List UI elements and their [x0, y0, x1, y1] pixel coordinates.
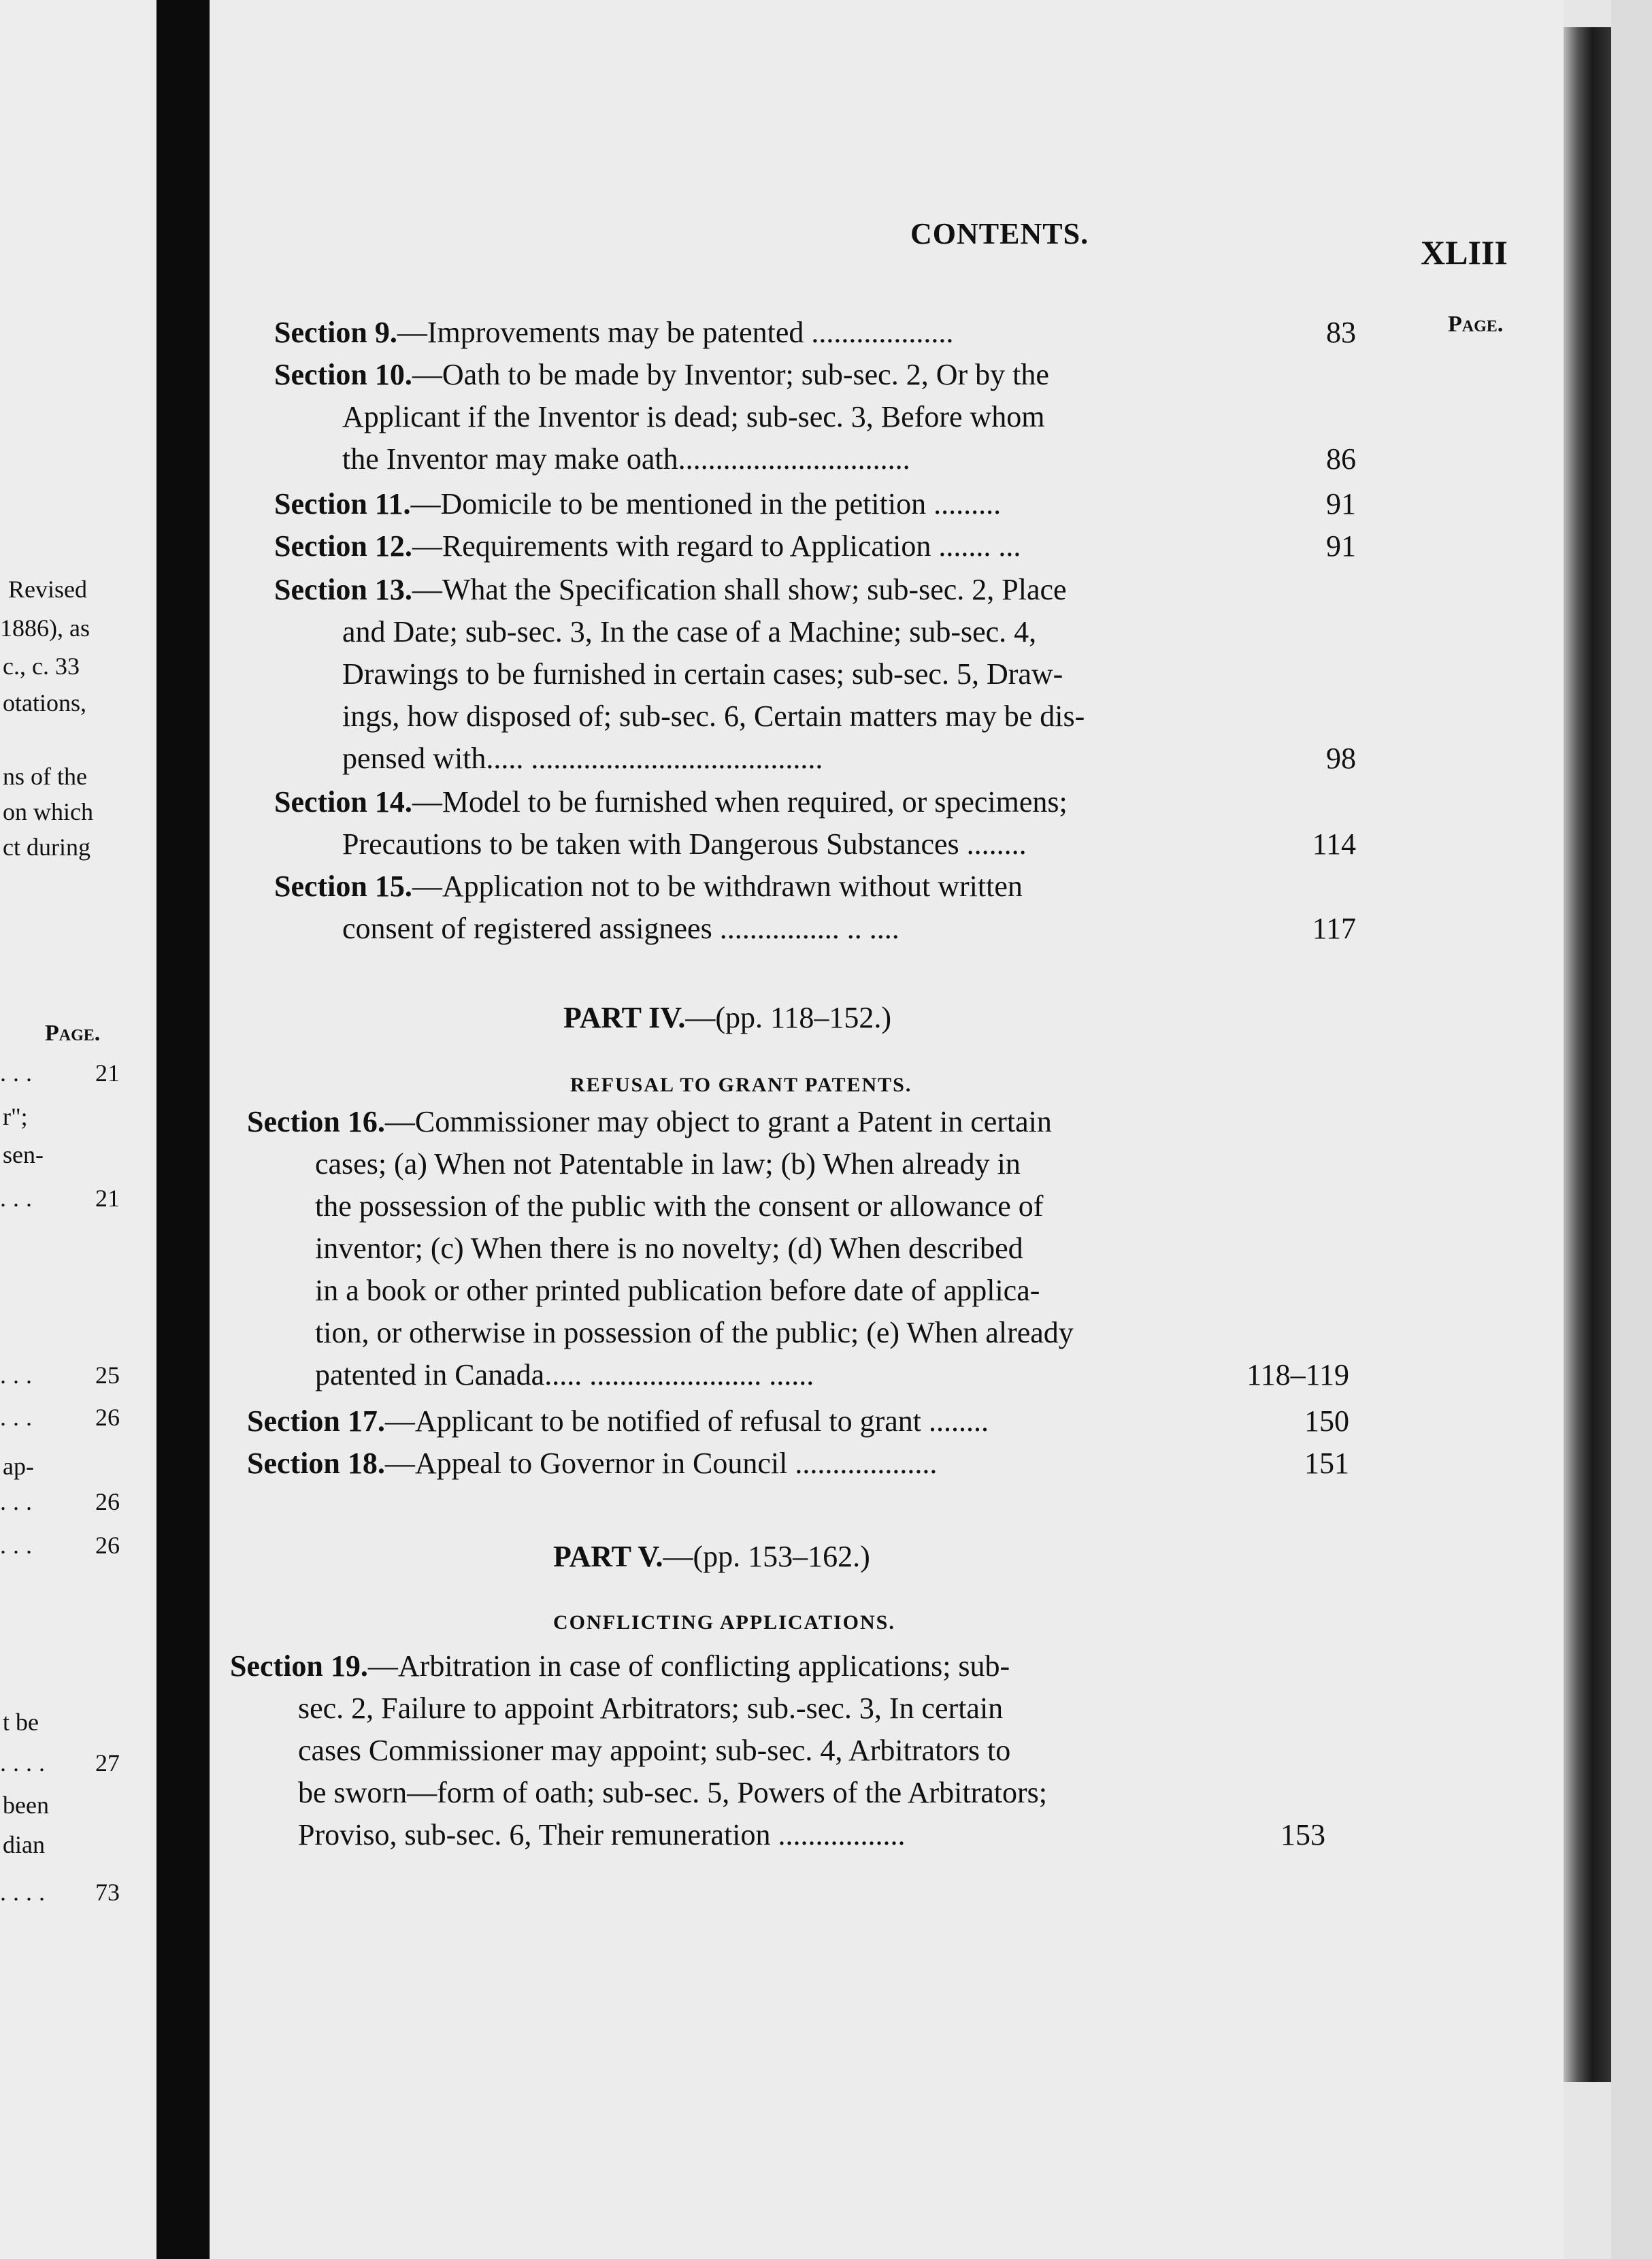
facing-page-entry [0, 1184, 120, 1213]
binding-gutter [156, 0, 210, 2259]
facing-page-entry [0, 1487, 120, 1516]
part-v-heading: PART V.—(pp. 153–162.) [553, 1540, 870, 1573]
toc-entry-line: pensed with..... ....................................... [342, 742, 823, 775]
toc-entry-line: Applicant if the Inventor is dead; sub-sec. 3, Before whom [342, 400, 1045, 433]
toc-entry-line: in a book or other printed publication before date of applica- [315, 1274, 1040, 1307]
page-ref: 91 [1326, 487, 1356, 521]
facing-page-line: otations, [3, 689, 86, 716]
toc-entry [274, 312, 1356, 354]
toc-entry-line: Section 10.—Oath to be made by Inventor; sub-sec. 2, Or by the [274, 358, 1049, 391]
page-ref: 26 [95, 1532, 120, 1559]
leader-dots: ... [0, 1059, 39, 1087]
toc-entry [274, 354, 1356, 480]
toc-entry-line: ings, how disposed of; sub-sec. 6, Certain matters may be dis- [342, 699, 1085, 733]
toc-entry-line: tion, or otherwise in possession of the public; (e) When already [315, 1316, 1074, 1349]
toc-entry-line: the Inventor may make oath............................... [342, 442, 910, 476]
leader-dots: ... [0, 1362, 39, 1389]
toc-entry [274, 865, 1356, 950]
toc-entry-line: Section 18.—Appeal to Governor in Council ................... [247, 1447, 938, 1480]
facing-page-fragment: ap- [3, 1453, 34, 1480]
facing-page-fragment: r"; [3, 1103, 28, 1130]
toc-entry-line: Section 19.—Arbitration in case of conflicting applications; sub- [230, 1649, 1010, 1683]
leader-dots: ... [0, 1532, 39, 1559]
page-ref: 150 [1304, 1404, 1349, 1438]
facing-page [0, 0, 156, 2259]
toc-entry-line: Section 17.—Applicant to be notified of refusal to grant ........ [247, 1404, 989, 1438]
page-number: XLIII [1421, 233, 1508, 271]
facing-page-line: ct during [3, 834, 90, 861]
facing-page-line: Revised [8, 576, 87, 603]
toc-entry-line: cases Commissioner may appoint; sub-sec. 4, Arbitrators to [298, 1734, 1011, 1767]
page-ref: 26 [95, 1488, 120, 1515]
facing-page-entry [0, 1749, 120, 1777]
leader-dots: .... [0, 1749, 52, 1777]
toc-entry-line: cases; (a) When not Patentable in law; (b) When already in [315, 1147, 1021, 1181]
page-ref: 25 [95, 1362, 120, 1389]
toc-entry-line: Section 11.—Domicile to be mentioned in the petition ......... [274, 487, 1002, 521]
facing-page-line: c., c. 33 [3, 653, 80, 680]
toc-entry-line: patented in Canada..... ....................... ...... [315, 1358, 814, 1391]
page-ref: 27 [95, 1749, 120, 1777]
toc-entry-line: Section 15.—Application not to be withdrawn without written [274, 870, 1023, 903]
toc-entry [274, 483, 1356, 525]
toc-entry-line: inventor; (c) When there is no novelty; (d) When described [315, 1232, 1023, 1265]
facing-page-entry [0, 1361, 120, 1389]
toc-entry [247, 1101, 1349, 1396]
page-stack-edge [1564, 27, 1611, 2082]
page-ref: 117 [1312, 912, 1356, 945]
facing-page-entry [0, 1531, 120, 1560]
facing-page-entry [0, 1878, 120, 1907]
toc-entry [274, 569, 1356, 780]
page-ref: 83 [1326, 316, 1356, 349]
facing-page-fragment: t be [3, 1709, 39, 1736]
page-ref: 114 [1312, 827, 1356, 861]
page-ref: 91 [1326, 529, 1356, 563]
page-ref: 21 [95, 1185, 120, 1212]
toc-entry-line: Section 13.—What the Specification shall show; sub-sec. 2, Place [274, 573, 1067, 606]
facing-page-line: 1886), as [0, 614, 90, 642]
running-head: CONTENTS. [910, 217, 1089, 250]
part-iv-heading: PART IV.—(pp. 118–152.) [563, 1001, 892, 1034]
toc-entry [274, 781, 1356, 865]
toc-entry-line: Section 14.—Model to be furnished when required, or specimens; [274, 785, 1068, 819]
toc-entry [247, 1400, 1349, 1442]
toc-entry-line: Section 16.—Commissioner may object to grant a Patent in certain [247, 1105, 1052, 1138]
facing-page-fragment: sen- [3, 1141, 44, 1168]
page-ref: 86 [1326, 442, 1356, 476]
part-iv-subhead: REFUSAL TO GRANT PATENTS. [570, 1074, 912, 1096]
facing-page-fragment: been [3, 1792, 49, 1819]
toc-entry-line: the possession of the public with the consent or allowance of [315, 1189, 1044, 1223]
toc-entry-line: sec. 2, Failure to appoint Arbitrators; sub.-sec. 3, In certain [298, 1692, 1004, 1725]
toc-entry-line: be sworn—form of oath; sub-sec. 5, Powers of the Arbitrators; [298, 1776, 1048, 1809]
facing-page-line: on which [3, 798, 93, 825]
contents-page [210, 0, 1564, 2259]
toc-entry-line: Drawings to be furnished in certain cases; sub-sec. 5, Draw- [342, 657, 1063, 691]
toc-entry-line: Proviso, sub-sec. 6, Their remuneration ................. [298, 1818, 906, 1851]
leader-dots: ... [0, 1185, 39, 1212]
page-ref: 98 [1326, 742, 1356, 775]
background-margin [1611, 0, 1652, 2259]
page-ref: 73 [95, 1879, 120, 1906]
leader-dots: ... [0, 1404, 39, 1431]
toc-entry [247, 1442, 1349, 1485]
page-ref: 21 [95, 1059, 120, 1087]
facing-page-line: ns of the [3, 763, 87, 790]
toc-entry-line: consent of registered assignees ................ .. .... [342, 912, 899, 945]
toc-entry-line: Precautions to be taken with Dangerous Substances ........ [342, 827, 1027, 861]
toc-entry [230, 1645, 1325, 1856]
toc-entry-line: and Date; sub-sec. 3, In the case of a Machine; sub-sec. 4, [342, 615, 1037, 648]
page-ref: 118–119 [1246, 1358, 1349, 1391]
leader-dots: .... [0, 1879, 52, 1906]
page-ref: 26 [95, 1404, 120, 1431]
page-ref: 153 [1281, 1818, 1325, 1851]
facing-page-entry [0, 1059, 120, 1087]
toc-entry [274, 525, 1356, 567]
toc-entry-line: Section 12.—Requirements with regard to Application ....... ... [274, 529, 1021, 563]
page-column-label: Page. [1448, 312, 1504, 337]
facing-page-entry [0, 1403, 120, 1432]
part-v-subhead: CONFLICTING APPLICATIONS. [553, 1611, 895, 1634]
page-ref: 151 [1304, 1447, 1349, 1480]
facing-page-fragment: dian [3, 1831, 45, 1858]
facing-page-label: Page. [45, 1021, 101, 1046]
toc-entry-line: Section 9.—Improvements may be patented ................... [274, 316, 954, 349]
leader-dots: ... [0, 1488, 39, 1515]
